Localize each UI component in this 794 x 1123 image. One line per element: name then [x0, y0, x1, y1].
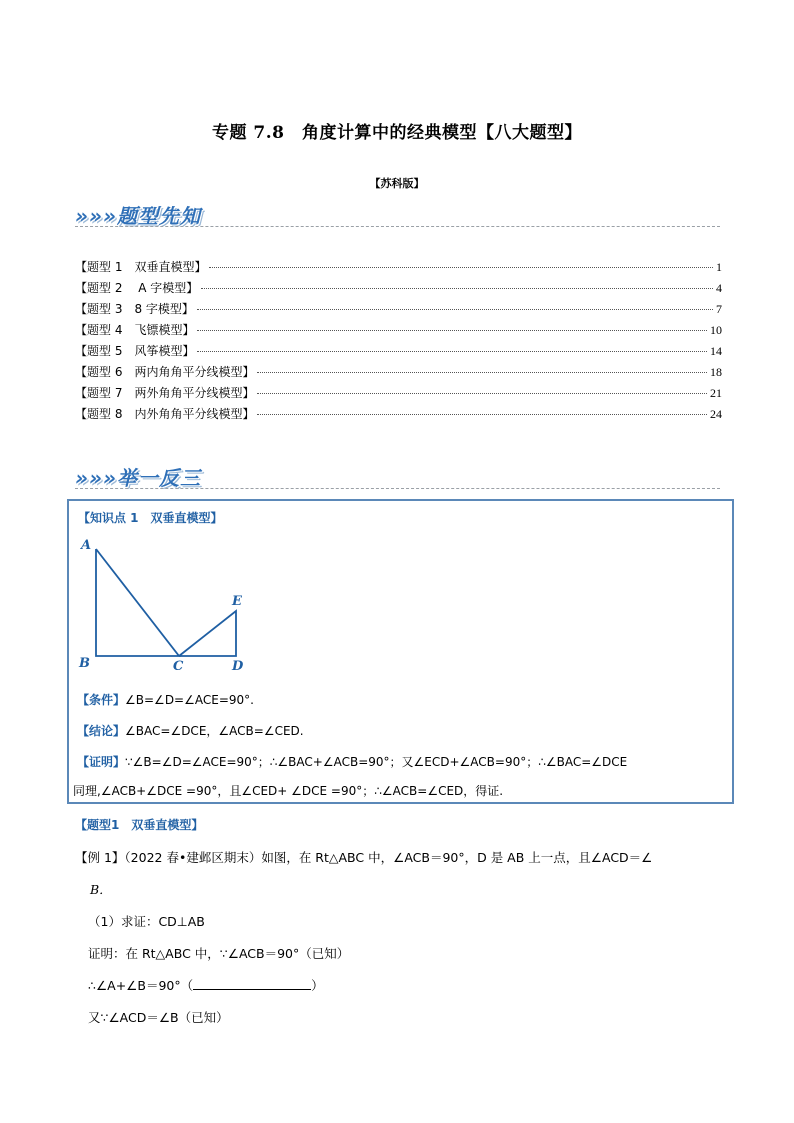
- overview-divider: [75, 226, 720, 227]
- example-given-line: 又∵∠ACD＝∠B（已知）: [88, 1010, 229, 1025]
- edition-label: 【苏科版】: [369, 177, 425, 190]
- toc-item[interactable]: 【题型 4 飞镖模型】 10: [75, 323, 722, 337]
- triangle-cde: [179, 611, 236, 656]
- conclusion-line: 【结论】∠BAC=∠DCE，∠ACB=∠CED.: [77, 724, 304, 738]
- example-line-2: B．: [90, 882, 112, 897]
- practice-divider: [75, 488, 720, 489]
- point-label-b: B: [79, 656, 90, 671]
- example-proof-line: 证明：在 Rt△ABC 中，∵∠ACB＝90°（已知）: [88, 946, 350, 961]
- toc-item[interactable]: 【题型 5 风筝模型】 14: [75, 344, 722, 358]
- toc-item[interactable]: 【题型 1 双垂直模型】 1: [75, 260, 722, 274]
- toc-item[interactable]: 【题型 3 8 字模型】 7: [75, 302, 722, 316]
- example-line-1: 【例 1】（2022 春•建邺区期末）如图，在 Rt△ABC 中，∠ACB＝90°，D 是 AB 上一点，且∠ACD＝∠: [75, 850, 653, 865]
- knowledge-point-box: [67, 499, 734, 804]
- point-label-c: C: [173, 659, 184, 674]
- toc-item[interactable]: 【题型 2 A 字模型】 4: [75, 281, 722, 295]
- condition-line: 【条件】∠B=∠D=∠ACE=90°.: [77, 693, 254, 707]
- toc-item[interactable]: 【题型 7 两外角角平分线模型】 21: [75, 386, 722, 400]
- knowledge-point-title: 【知识点 1 双垂直模型】: [78, 511, 223, 525]
- overview-banner: »»»题型先知: [75, 204, 201, 228]
- example-reason-line: ∴∠A+∠B＝90°（ ）: [88, 978, 324, 993]
- proof-line-1: 【证明】∵∠B=∠D=∠ACE=90°；∴∠BAC+∠ACB=90°；又∠ECD+∠ACB=90°；∴∠BAC=∠DCE: [77, 755, 628, 769]
- toc-item[interactable]: 【题型 6 两内角角平分线模型】 18: [75, 365, 722, 379]
- question-type-heading: 【题型1 双垂直模型】: [75, 818, 204, 832]
- point-label-d: D: [232, 659, 244, 674]
- point-label-a: A: [81, 538, 92, 553]
- toc-item[interactable]: 【题型 8 内外角角平分线模型】 24: [75, 407, 722, 421]
- example-part-1: （1）求证：CD⊥AB: [88, 914, 205, 929]
- point-label-e: E: [232, 594, 242, 609]
- practice-banner: »»»举一反三: [75, 466, 201, 490]
- answer-blank[interactable]: [193, 977, 311, 990]
- document-title: 专题 7.8 角度计算中的经典模型【八大题型】: [212, 123, 582, 143]
- double-perpendicular-figure: [69, 501, 269, 676]
- table-of-contents: [75, 258, 722, 426]
- triangle-abc: [96, 549, 179, 656]
- proof-line-2: 同理,∠ACB+∠DCE =90°，且∠CED+ ∠DCE =90°；∴∠ACB=∠CED，得证.: [73, 784, 504, 798]
